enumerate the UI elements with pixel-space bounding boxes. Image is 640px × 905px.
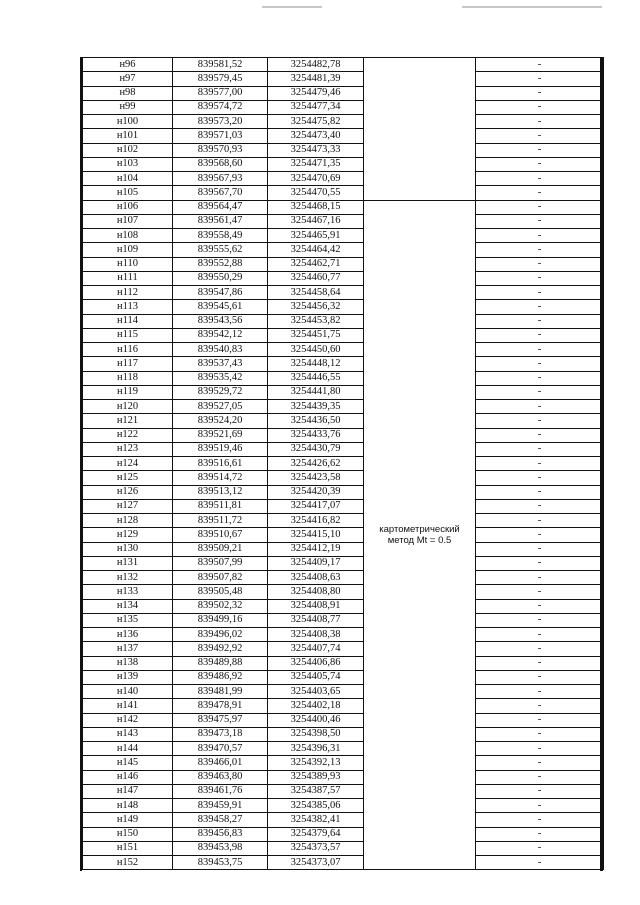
x-coordinate-cell: 839540,83 <box>173 343 268 357</box>
description-cell: - <box>476 343 604 357</box>
point-name-cell: н144 <box>83 742 173 756</box>
x-coordinate-cell: 839459,91 <box>173 799 268 813</box>
x-coordinate-cell: 839573,20 <box>173 115 268 129</box>
table-row <box>83 314 604 328</box>
method-cell-upper <box>364 58 476 201</box>
table-row <box>83 571 604 585</box>
y-coordinate-cell: 3254417,07 <box>268 499 364 513</box>
y-coordinate-cell: 3254471,35 <box>268 157 364 171</box>
x-coordinate-cell: 839535,42 <box>173 371 268 385</box>
y-coordinate-cell: 3254400,46 <box>268 713 364 727</box>
x-coordinate-cell: 839574,72 <box>173 100 268 114</box>
description-cell: - <box>476 286 604 300</box>
table-row <box>83 115 604 129</box>
point-name-cell: н98 <box>83 86 173 100</box>
x-coordinate-cell: 839543,56 <box>173 314 268 328</box>
table-row <box>83 257 604 271</box>
y-coordinate-cell: 3254453,82 <box>268 314 364 328</box>
x-coordinate-cell: 839502,32 <box>173 599 268 613</box>
table-row <box>83 485 604 499</box>
x-coordinate-cell: 839552,88 <box>173 257 268 271</box>
point-name-cell: н133 <box>83 585 173 599</box>
description-cell: - <box>476 499 604 513</box>
point-name-cell: н96 <box>83 58 173 72</box>
y-coordinate-cell: 3254430,79 <box>268 442 364 456</box>
y-coordinate-cell: 3254408,38 <box>268 628 364 642</box>
point-name-cell: н125 <box>83 471 173 485</box>
y-coordinate-cell: 3254482,78 <box>268 58 364 72</box>
point-name-cell: н148 <box>83 799 173 813</box>
x-coordinate-cell: 839564,47 <box>173 200 268 214</box>
x-coordinate-cell: 839579,45 <box>173 72 268 86</box>
y-coordinate-cell: 3254468,15 <box>268 200 364 214</box>
y-coordinate-cell: 3254405,74 <box>268 670 364 684</box>
description-cell: - <box>476 271 604 285</box>
y-coordinate-cell: 3254467,16 <box>268 214 364 228</box>
description-cell: - <box>476 613 604 627</box>
coordinates-table-body <box>83 58 604 870</box>
x-coordinate-cell: 839509,21 <box>173 542 268 556</box>
y-coordinate-cell: 3254458,64 <box>268 286 364 300</box>
y-coordinate-cell: 3254464,42 <box>268 243 364 257</box>
table-row <box>83 713 604 727</box>
y-coordinate-cell: 3254465,91 <box>268 229 364 243</box>
table-row <box>83 827 604 841</box>
point-name-cell: н130 <box>83 542 173 556</box>
table-row <box>83 770 604 784</box>
table-row <box>83 799 604 813</box>
description-cell: - <box>476 371 604 385</box>
point-name-cell: н120 <box>83 400 173 414</box>
description-cell: - <box>476 428 604 442</box>
y-coordinate-cell: 3254441,80 <box>268 385 364 399</box>
point-name-cell: н132 <box>83 571 173 585</box>
table-row <box>83 499 604 513</box>
y-coordinate-cell: 3254479,46 <box>268 86 364 100</box>
table-row <box>83 685 604 699</box>
method-label-line1: картометрический <box>379 523 460 535</box>
description-cell: - <box>476 157 604 171</box>
table-row <box>83 58 604 72</box>
point-name-cell: н105 <box>83 186 173 200</box>
x-coordinate-cell: 839514,72 <box>173 471 268 485</box>
x-coordinate-cell: 839581,52 <box>173 58 268 72</box>
x-coordinate-cell: 839505,48 <box>173 585 268 599</box>
table-right-border <box>600 57 603 871</box>
x-coordinate-cell: 839513,12 <box>173 485 268 499</box>
description-cell: - <box>476 86 604 100</box>
point-name-cell: н150 <box>83 827 173 841</box>
point-name-cell: н143 <box>83 727 173 741</box>
y-coordinate-cell: 3254433,76 <box>268 428 364 442</box>
point-name-cell: н115 <box>83 328 173 342</box>
y-coordinate-cell: 3254409,17 <box>268 556 364 570</box>
point-name-cell: н113 <box>83 300 173 314</box>
x-coordinate-cell: 839529,72 <box>173 385 268 399</box>
x-coordinate-cell: 839463,80 <box>173 770 268 784</box>
method-cell <box>364 200 476 870</box>
y-coordinate-cell: 3254475,82 <box>268 115 364 129</box>
table-row <box>83 414 604 428</box>
y-coordinate-cell: 3254407,74 <box>268 642 364 656</box>
method-label-line2: метод Mt = 0.5 <box>387 534 452 546</box>
table-row <box>83 157 604 171</box>
table-row <box>83 585 604 599</box>
table-row <box>83 471 604 485</box>
point-name-cell: н108 <box>83 229 173 243</box>
x-coordinate-cell: 839470,57 <box>173 742 268 756</box>
table-row <box>83 613 604 627</box>
x-coordinate-cell: 839516,61 <box>173 457 268 471</box>
description-cell: - <box>476 328 604 342</box>
description-cell: - <box>476 143 604 157</box>
y-coordinate-cell: 3254408,63 <box>268 571 364 585</box>
table-row <box>83 286 604 300</box>
description-cell: - <box>476 784 604 798</box>
point-name-cell: н118 <box>83 371 173 385</box>
coordinates-table <box>82 57 604 870</box>
x-coordinate-cell: 839507,99 <box>173 556 268 570</box>
description-cell: - <box>476 628 604 642</box>
table-row <box>83 742 604 756</box>
x-coordinate-cell: 839521,69 <box>173 428 268 442</box>
x-coordinate-cell: 839571,03 <box>173 129 268 143</box>
point-name-cell: н122 <box>83 428 173 442</box>
table-row <box>83 542 604 556</box>
table-row <box>83 400 604 414</box>
point-name-cell: н121 <box>83 414 173 428</box>
description-cell: - <box>476 385 604 399</box>
table-row <box>83 357 604 371</box>
table-row <box>83 186 604 200</box>
point-name-cell: н137 <box>83 642 173 656</box>
x-coordinate-cell: 839568,60 <box>173 157 268 171</box>
x-coordinate-cell: 839511,81 <box>173 499 268 513</box>
point-name-cell: н149 <box>83 813 173 827</box>
table-row <box>83 214 604 228</box>
scan-header-line <box>262 6 322 8</box>
x-coordinate-cell: 839496,02 <box>173 628 268 642</box>
table-row <box>83 100 604 114</box>
y-coordinate-cell: 3254402,18 <box>268 699 364 713</box>
table-row <box>83 670 604 684</box>
point-name-cell: н131 <box>83 556 173 570</box>
description-cell: - <box>476 414 604 428</box>
description-cell: - <box>476 314 604 328</box>
point-name-cell: н111 <box>83 271 173 285</box>
point-name-cell: н145 <box>83 756 173 770</box>
y-coordinate-cell: 3254462,71 <box>268 257 364 271</box>
y-coordinate-cell: 3254473,33 <box>268 143 364 157</box>
description-cell: - <box>476 585 604 599</box>
description-cell: - <box>476 799 604 813</box>
y-coordinate-cell: 3254382,41 <box>268 813 364 827</box>
description-cell: - <box>476 457 604 471</box>
y-coordinate-cell: 3254460,77 <box>268 271 364 285</box>
y-coordinate-cell: 3254456,32 <box>268 300 364 314</box>
y-coordinate-cell: 3254477,34 <box>268 100 364 114</box>
point-name-cell: н110 <box>83 257 173 271</box>
point-name-cell: н128 <box>83 514 173 528</box>
point-name-cell: н100 <box>83 115 173 129</box>
y-coordinate-cell: 3254423,58 <box>268 471 364 485</box>
description-cell: - <box>476 485 604 499</box>
description-cell: - <box>476 699 604 713</box>
table-row <box>83 841 604 855</box>
x-coordinate-cell: 839492,92 <box>173 642 268 656</box>
description-cell: - <box>476 813 604 827</box>
table-row <box>83 556 604 570</box>
x-coordinate-cell: 839473,18 <box>173 727 268 741</box>
x-coordinate-cell: 839542,12 <box>173 328 268 342</box>
y-coordinate-cell: 3254398,50 <box>268 727 364 741</box>
table-row <box>83 129 604 143</box>
x-coordinate-cell: 839486,92 <box>173 670 268 684</box>
x-coordinate-cell: 839561,47 <box>173 214 268 228</box>
point-name-cell: н107 <box>83 214 173 228</box>
table-row <box>83 300 604 314</box>
table-row <box>83 628 604 642</box>
description-cell: - <box>476 357 604 371</box>
point-name-cell: н126 <box>83 485 173 499</box>
x-coordinate-cell: 839567,93 <box>173 172 268 186</box>
description-cell: - <box>476 727 604 741</box>
x-coordinate-cell: 839577,00 <box>173 86 268 100</box>
y-coordinate-cell: 3254415,10 <box>268 528 364 542</box>
y-coordinate-cell: 3254387,57 <box>268 784 364 798</box>
x-coordinate-cell: 839489,88 <box>173 656 268 670</box>
table-row <box>83 457 604 471</box>
table-row <box>83 514 604 528</box>
x-coordinate-cell: 839567,70 <box>173 186 268 200</box>
description-cell: - <box>476 528 604 542</box>
point-name-cell: н124 <box>83 457 173 471</box>
point-name-cell: н147 <box>83 784 173 798</box>
table-row <box>83 442 604 456</box>
table-row <box>83 200 604 214</box>
x-coordinate-cell: 839458,27 <box>173 813 268 827</box>
description-cell: - <box>476 599 604 613</box>
point-name-cell: н140 <box>83 685 173 699</box>
y-coordinate-cell: 3254481,39 <box>268 72 364 86</box>
table-row <box>83 699 604 713</box>
point-name-cell: н114 <box>83 314 173 328</box>
point-name-cell: н102 <box>83 143 173 157</box>
x-coordinate-cell: 839466,01 <box>173 756 268 770</box>
y-coordinate-cell: 3254408,80 <box>268 585 364 599</box>
x-coordinate-cell: 839558,49 <box>173 229 268 243</box>
y-coordinate-cell: 3254408,91 <box>268 599 364 613</box>
table-row <box>83 385 604 399</box>
point-name-cell: н135 <box>83 613 173 627</box>
point-name-cell: н138 <box>83 656 173 670</box>
x-coordinate-cell: 839461,76 <box>173 784 268 798</box>
x-coordinate-cell: 839555,62 <box>173 243 268 257</box>
scan-header-line <box>462 6 602 8</box>
description-cell: - <box>476 856 604 870</box>
point-name-cell: н116 <box>83 343 173 357</box>
y-coordinate-cell: 3254446,55 <box>268 371 364 385</box>
description-cell: - <box>476 542 604 556</box>
y-coordinate-cell: 3254470,55 <box>268 186 364 200</box>
table-row <box>83 343 604 357</box>
table-row <box>83 642 604 656</box>
description-cell: - <box>476 300 604 314</box>
point-name-cell: н127 <box>83 499 173 513</box>
point-name-cell: н152 <box>83 856 173 870</box>
point-name-cell: н103 <box>83 157 173 171</box>
table-row <box>83 371 604 385</box>
point-name-cell: н136 <box>83 628 173 642</box>
description-cell: - <box>476 642 604 656</box>
y-coordinate-cell: 3254420,39 <box>268 485 364 499</box>
point-name-cell: н139 <box>83 670 173 684</box>
point-name-cell: н117 <box>83 357 173 371</box>
table-row <box>83 86 604 100</box>
table-row <box>83 72 604 86</box>
y-coordinate-cell: 3254470,69 <box>268 172 364 186</box>
table-row <box>83 172 604 186</box>
point-name-cell: н112 <box>83 286 173 300</box>
description-cell: - <box>476 200 604 214</box>
point-name-cell: н104 <box>83 172 173 186</box>
table-row <box>83 528 604 542</box>
x-coordinate-cell: 839456,83 <box>173 827 268 841</box>
table-row <box>83 727 604 741</box>
point-name-cell: н97 <box>83 72 173 86</box>
point-name-cell: н141 <box>83 699 173 713</box>
description-cell: - <box>476 400 604 414</box>
y-coordinate-cell: 3254379,64 <box>268 827 364 841</box>
y-coordinate-cell: 3254385,06 <box>268 799 364 813</box>
description-cell: - <box>476 186 604 200</box>
y-coordinate-cell: 3254389,93 <box>268 770 364 784</box>
description-cell: - <box>476 115 604 129</box>
y-coordinate-cell: 3254451,75 <box>268 328 364 342</box>
x-coordinate-cell: 839527,05 <box>173 400 268 414</box>
point-name-cell: н142 <box>83 713 173 727</box>
table-row <box>83 143 604 157</box>
description-cell: - <box>476 100 604 114</box>
x-coordinate-cell: 839478,91 <box>173 699 268 713</box>
description-cell: - <box>476 172 604 186</box>
table-row <box>83 784 604 798</box>
x-coordinate-cell: 839510,67 <box>173 528 268 542</box>
point-name-cell: н119 <box>83 385 173 399</box>
description-cell: - <box>476 129 604 143</box>
y-coordinate-cell: 3254403,65 <box>268 685 364 699</box>
table-row <box>83 328 604 342</box>
x-coordinate-cell: 839481,99 <box>173 685 268 699</box>
description-cell: - <box>476 571 604 585</box>
point-name-cell: н151 <box>83 841 173 855</box>
description-cell: - <box>476 214 604 228</box>
point-name-cell: н99 <box>83 100 173 114</box>
x-coordinate-cell: 839550,29 <box>173 271 268 285</box>
description-cell: - <box>476 471 604 485</box>
y-coordinate-cell: 3254408,77 <box>268 613 364 627</box>
x-coordinate-cell: 839511,72 <box>173 514 268 528</box>
y-coordinate-cell: 3254426,62 <box>268 457 364 471</box>
description-cell: - <box>476 72 604 86</box>
description-cell: - <box>476 257 604 271</box>
table-row <box>83 271 604 285</box>
description-cell: - <box>476 841 604 855</box>
description-cell: - <box>476 685 604 699</box>
x-coordinate-cell: 839475,97 <box>173 713 268 727</box>
y-coordinate-cell: 3254439,35 <box>268 400 364 414</box>
description-cell: - <box>476 514 604 528</box>
x-coordinate-cell: 839537,43 <box>173 357 268 371</box>
table-row <box>83 856 604 870</box>
description-cell: - <box>476 670 604 684</box>
description-cell: - <box>476 742 604 756</box>
description-cell: - <box>476 770 604 784</box>
table-row <box>83 229 604 243</box>
y-coordinate-cell: 3254436,50 <box>268 414 364 428</box>
y-coordinate-cell: 3254406,86 <box>268 656 364 670</box>
description-cell: - <box>476 229 604 243</box>
description-cell: - <box>476 656 604 670</box>
y-coordinate-cell: 3254412,19 <box>268 542 364 556</box>
description-cell: - <box>476 243 604 257</box>
table-row <box>83 756 604 770</box>
point-name-cell: н123 <box>83 442 173 456</box>
point-name-cell: н146 <box>83 770 173 784</box>
x-coordinate-cell: 839453,75 <box>173 856 268 870</box>
x-coordinate-cell: 839453,98 <box>173 841 268 855</box>
y-coordinate-cell: 3254450,60 <box>268 343 364 357</box>
table-row <box>83 599 604 613</box>
y-coordinate-cell: 3254373,07 <box>268 856 364 870</box>
point-name-cell: н134 <box>83 599 173 613</box>
description-cell: - <box>476 442 604 456</box>
table-row <box>83 243 604 257</box>
description-cell: - <box>476 713 604 727</box>
x-coordinate-cell: 839507,82 <box>173 571 268 585</box>
point-name-cell: н101 <box>83 129 173 143</box>
y-coordinate-cell: 3254392,13 <box>268 756 364 770</box>
y-coordinate-cell: 3254416,82 <box>268 514 364 528</box>
point-name-cell: н109 <box>83 243 173 257</box>
x-coordinate-cell: 839545,61 <box>173 300 268 314</box>
y-coordinate-cell: 3254473,40 <box>268 129 364 143</box>
y-coordinate-cell: 3254396,31 <box>268 742 364 756</box>
table-row <box>83 428 604 442</box>
y-coordinate-cell: 3254373,57 <box>268 841 364 855</box>
x-coordinate-cell: 839524,20 <box>173 414 268 428</box>
y-coordinate-cell: 3254448,12 <box>268 357 364 371</box>
x-coordinate-cell: 839499,16 <box>173 613 268 627</box>
description-cell: - <box>476 827 604 841</box>
table-row <box>83 813 604 827</box>
description-cell: - <box>476 556 604 570</box>
point-name-cell: н106 <box>83 200 173 214</box>
x-coordinate-cell: 839570,93 <box>173 143 268 157</box>
point-name-cell: н129 <box>83 528 173 542</box>
table-row <box>83 656 604 670</box>
description-cell: - <box>476 756 604 770</box>
x-coordinate-cell: 839519,46 <box>173 442 268 456</box>
description-cell: - <box>476 58 604 72</box>
x-coordinate-cell: 839547,86 <box>173 286 268 300</box>
